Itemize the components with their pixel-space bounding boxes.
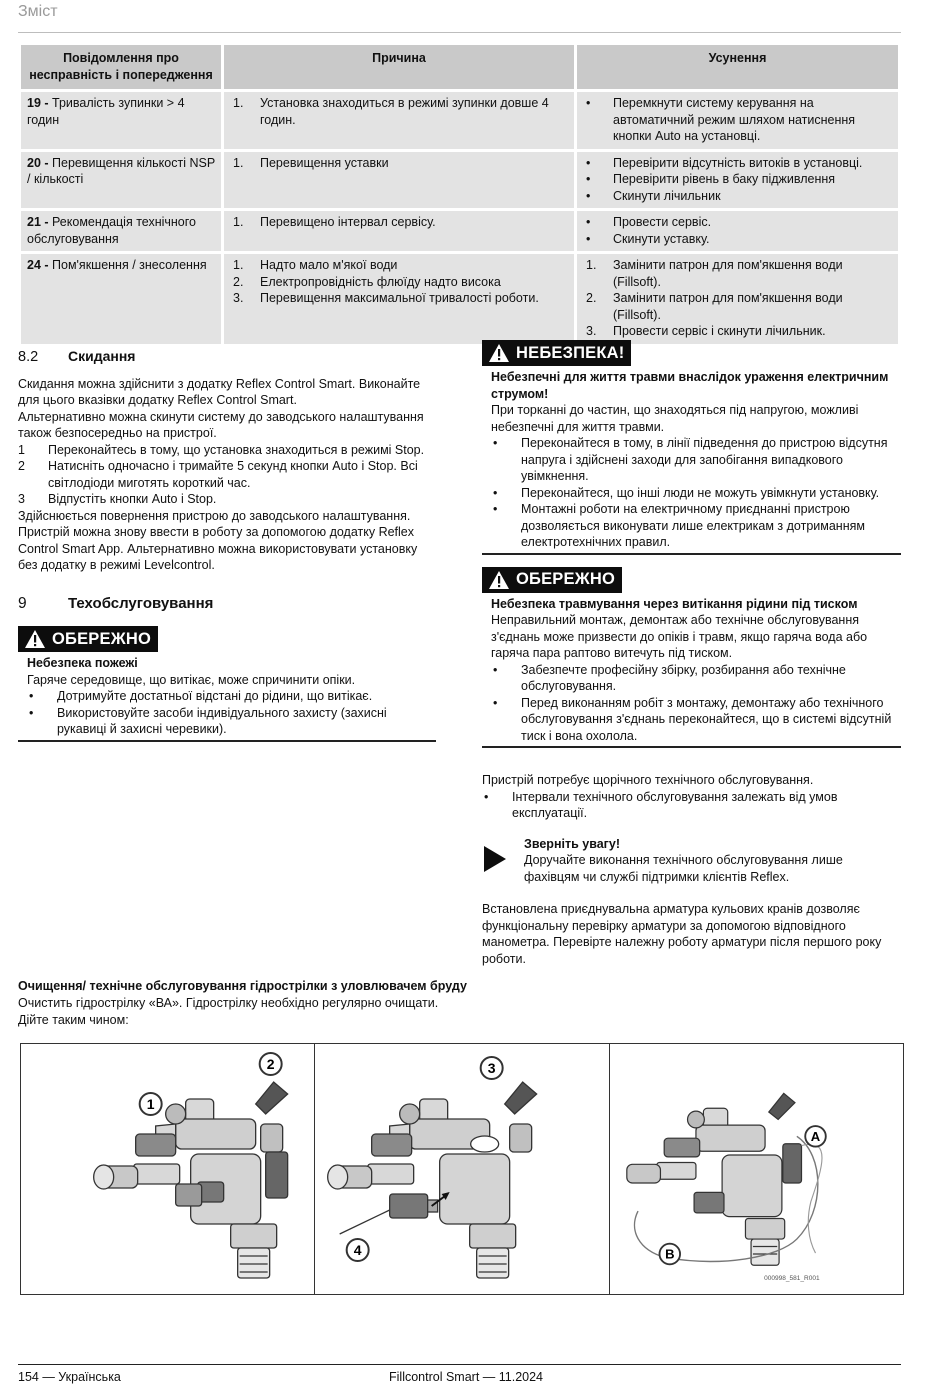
list-text: Переконайтеся, що інші люди не можуть увімкнути установку. [521,485,880,500]
list-text: Перевірити рівень в баку підживлення [613,172,836,186]
table-row [21,152,898,209]
caution-box [482,567,901,749]
list-text: Монтажні роботи на електричному приєднанні пристрою дозволяється виконувати лише електрикам з дотриманням електротехнічних правил. [521,502,865,549]
callout-label: A [810,1128,820,1144]
list-item [230,274,568,291]
cause-cell [224,254,574,344]
list-text: Скинути уставку. [613,231,710,246]
table-header-message: Повідомлення про несправність і попередження [21,45,221,89]
cleaning-text-1: Очистить гідрострілку «ВА». Гідрострілку необхідно регулярно очищати. [18,996,439,1010]
reset-paragraph-1: Скидання можна здійснити з додатку Reflex Control Smart. Виконайте для цього вказівки додатку Reflex Control Smart. [18,376,421,407]
badge-label: ОБЕРЕЖНО [516,570,615,589]
callout-label: B [664,1246,675,1262]
callout-label: 4 [354,1242,362,1258]
list-marker: • [586,155,591,170]
message-code: 19 - [27,96,49,110]
list-marker: 1. [233,258,244,272]
list-marker: 1. [233,96,244,110]
note-text: Доручайте виконання технічного обслуговування лише фахівцям чи службі підтримки клієнтів Reflex. [524,853,843,884]
list-text: Провести сервіс. [613,215,712,229]
message-cell [21,152,221,209]
list-text: Установка знаходиться в режимі зупинки довше 4 годин. [260,96,549,127]
list-item [491,695,901,745]
message-text: Пом'якшення / знесолення [48,258,207,272]
list-text: Переконайтеся в тому, в лінії підведення до пристрою відсутня напруга і здійснені заходи для запобігання випадкового увімкнення. [521,436,888,483]
list-item [583,290,892,323]
valve-assembly-illustration [610,1044,903,1294]
list-item [230,155,568,172]
right-column [482,340,901,967]
danger-box [482,340,901,555]
callout-a [805,1126,826,1147]
note-box [482,836,901,886]
service-paragraph-1: Пристрій потребує щорічного технічного обслуговування. [482,773,814,787]
list-marker: • [29,705,34,720]
message-code: 24 - [27,258,49,272]
danger-text: При торканні до частин, що знаходяться під напругою, можливі небезпечні для життя травми. [491,403,859,434]
section-title: Техобслуговування [68,594,214,612]
list-item [230,290,568,307]
danger-bullets [491,435,901,551]
list-marker: 3. [233,291,244,305]
callout-1 [140,1093,162,1115]
reset-steps [18,442,436,508]
list-marker: 1. [233,155,244,170]
remedy-cell [577,92,898,149]
list-marker: • [29,689,34,703]
list-text: Провести сервіс і скинути лічильник. [613,324,826,338]
list-marker: • [586,96,591,110]
list-marker: • [493,695,498,710]
reset-paragraph-2: Альтернативно можна скинути систему до заводського налаштування також безпосередньо на пристрої. [18,409,424,440]
list-text: Дотримуйте достатньої відстані до рідини, що витікає. [57,689,373,703]
list-text: Електропровідність флюїду надто висока [260,274,501,289]
list-item [583,188,892,205]
list-marker: 2. [233,274,244,289]
footer-page: 154 — Українська [18,1370,121,1384]
list-marker: • [586,215,591,229]
fault-table [18,42,901,347]
figure-panel-1 [21,1044,315,1294]
danger-title: Небезпечні для життя травми внаслідок ураження електричним струмом! [491,370,889,401]
list-item [491,662,901,695]
table-row [21,92,898,149]
warning-bullets [27,688,436,738]
list-item [18,458,436,491]
list-text: Перед виконанням робіт з монтажу, демонтажу або технічного обслуговування з'єднань переконайтеся, що в системі відсутній тиск і вона охолола. [521,695,892,743]
list-text: Відпустіть кнопки Auto і Stop. [48,492,217,506]
list-item [583,155,892,172]
section-9-heading [18,596,436,613]
message-text: Тривалість зупинки > 4 годин [27,96,185,127]
figure-panel-2 [315,1044,609,1294]
list-marker: • [586,188,591,203]
list-item [583,257,892,290]
callout-3 [481,1057,503,1079]
list-text: Надто мало м'якої води [260,258,398,272]
message-text: Рекомендація технічного обслуговування [27,215,196,246]
list-item [583,231,892,248]
section-title: Скидання [68,348,136,364]
cause-cell [224,92,574,149]
danger-badge [482,340,631,366]
warning-icon [488,343,510,363]
reset-paragraph-3: Здійснюється повернення пристрою до заводського налаштування. Пристрій можна знову ввести в роботу за допомогою додатку Reflex Control Smart App. Альтернативно можна використовувати установку без додатку в режимі Levelcontrol. [18,508,418,572]
message-cell [21,254,221,344]
arrow-right-icon [482,836,524,886]
caution-text: Неправильний монтаж, демонтаж або технічне обслуговування з'єднань може призвести до опіків і травм, якщо гаряча вода або гаряча пара раптово витечуть під тиском. [491,613,868,660]
cleaning-figure [20,1043,904,1295]
list-text: Переконайтесь в тому, що установка знаходиться в режимі Stop. [48,442,425,457]
list-marker: 1. [586,258,597,272]
table-header-cause: Причина [224,45,574,89]
bullet-marker: • [484,789,489,804]
remedy-cell [577,152,898,209]
cause-cell [224,152,574,209]
fire-warning-box [18,626,436,742]
list-text: Перевищено інтервал сервісу. [260,215,436,229]
section-8-2-heading [18,348,436,366]
warning-title: Небезпека пожежі [27,656,138,670]
note-title: Зверніть увагу! [524,836,620,851]
list-marker: 3 [18,492,25,506]
message-cell [21,211,221,251]
cleaning-title: Очищення/ технічне обслуговування гідрострілки з уловлювачем бруду [18,979,467,993]
list-marker: 2. [586,291,597,305]
list-text: Замінити патрон для пом'якшення води (Fillsoft). [613,258,843,289]
list-item [491,501,901,551]
valve-assembly-illustration [21,1044,314,1294]
list-item [18,491,436,508]
message-code: 21 - [27,215,49,229]
figure-panel-3 [610,1044,903,1294]
caution-badge [482,567,622,593]
message-cell [21,92,221,149]
toc-link[interactable]: Зміст [18,3,58,20]
cause-cell [224,211,574,251]
warning-icon [24,629,46,649]
list-item [583,95,892,145]
list-item [230,257,568,274]
header-divider [18,32,901,33]
table-header-remedy: Усунення [577,45,898,89]
list-marker: 1 [18,442,25,457]
list-text: Перевищення максимальної тривалості роботи. [260,291,539,305]
left-column [18,348,436,742]
callout-label: 1 [146,1096,155,1112]
list-item [230,214,568,231]
list-item [491,485,901,502]
list-marker: • [586,172,591,186]
figure-reference: 000998_581_R001 [763,1275,820,1283]
remedy-cell [577,211,898,251]
message-text: Перевищення кількості NSP / кількості [27,155,215,186]
table-row [21,211,898,251]
list-item [491,435,901,485]
remedy-cell [577,254,898,344]
list-text: Скинути лічильник [613,188,721,203]
list-text: Використовуйте засоби індивідуального захисту (захисні рукавиці й захисні черевики). [57,705,387,736]
service-bullet [482,789,901,822]
bullet-text: Інтервали технічного обслуговування залежать від умов експлуатації. [512,789,838,820]
list-text: Перемкнути систему керування на автоматичний режим шляхом натиснення кнопки Auto на установці. [613,96,856,143]
warning-icon [488,570,510,590]
message-code: 20 - [27,155,49,170]
cleaning-text-2: Дійте таким чином: [18,1012,129,1027]
section-number: 9 [18,594,27,612]
list-marker: • [493,662,498,677]
caution-title: Небезпека травмування через витікання рідини під тиском [491,596,858,611]
callout-label: 2 [266,1056,275,1072]
callout-label: 3 [488,1060,496,1076]
list-text: Замінити патрон для пом'якшення води (Fillsoft). [613,291,843,322]
warning-text: Гаряче середовище, що витікає, може спричинити опіки. [27,672,356,687]
section-number: 8.2 [18,349,39,365]
badge-label: НЕБЕЗПЕКА! [516,343,625,362]
list-item [27,705,436,738]
valve-assembly-illustration [315,1044,608,1294]
list-text: Натисніть одночасно і тримайте 5 секунд кнопки Auto і Stop. Всі світлодіоди миготять короткий час. [48,459,418,490]
list-item [27,688,436,705]
caution-bullets [491,662,901,745]
list-marker: • [586,231,591,246]
list-item [583,171,892,188]
list-marker: • [493,485,498,500]
list-marker: 3. [586,324,597,338]
list-marker: 1. [233,215,244,229]
service-paragraph-2: Встановлена приєднувальна арматура кульових кранів дозволяє функціональну перевірку арматури за допомогою відповідного манометра. Перевірте належну роботу арматури після першого року роботи. [482,902,882,966]
cleaning-text [18,995,618,1028]
footer-divider [18,1364,901,1365]
list-text: Забезпечте професійну збірку, розбирання або технічне обслуговування. [521,662,846,693]
list-text: Перевірити відсутність витоків в установці. [613,155,863,170]
callout-b [659,1244,680,1265]
list-item [583,214,892,231]
table-row [21,254,898,344]
list-text: Перевищення уставки [260,155,389,170]
caution-badge [18,626,158,652]
footer-document: Fillcontrol Smart — 11.2024 [389,1370,543,1384]
callout-2 [260,1053,282,1075]
list-item [230,95,568,128]
list-item [583,323,892,340]
list-item [18,442,436,459]
list-marker: • [493,502,498,516]
badge-label: ОБЕРЕЖНО [52,629,151,648]
callout-4 [347,1239,369,1261]
list-marker: • [493,436,498,450]
list-marker: 2 [18,459,25,473]
